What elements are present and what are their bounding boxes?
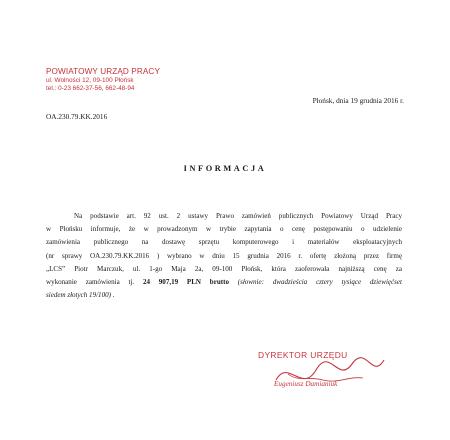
body-line-3: zamówienia publicznego na dostawę sprzętu komputerowego i materiałów eksploatacyjnych xyxy=(46,238,402,247)
place-and-date: Płońsk, dnia 19 grudnia 2016 r. xyxy=(312,96,404,105)
body-line-7-end: . xyxy=(110,291,115,300)
amount-in-words: (słownie: dwadzieścia cztery tysiące dziewięćset xyxy=(228,278,402,287)
director-name-stamp: Eugeniusz Damianiuk xyxy=(274,380,338,388)
body-line-5: „LCS” Piotr Marczuk, ul. 1-go Maja 2a, 09-100 Płońsk, która zaoferowała najniższą cenę za xyxy=(46,264,402,273)
office-stamp xyxy=(46,68,160,94)
stamp-address: ul. Wolności 12, 09-100 Płońsk xyxy=(46,76,134,84)
case-reference: OA.230.79.KK.2016 xyxy=(46,112,108,121)
body-line-6 xyxy=(46,276,402,289)
document-body xyxy=(46,210,402,302)
contract-amount: 24 907,19 PLN brutto xyxy=(142,278,229,287)
body-line-6-start: wykonanie zamówienia tj. xyxy=(46,278,143,287)
stamp-phone: tel.: 0-23 662-37-56, 662-48-94 xyxy=(46,85,135,92)
body-line-1: Na podstawie art. 92 ust. 2 ustawy Prawo zamówień publicznych Powiatowy Urząd Pracy xyxy=(74,212,402,220)
body-line-2: w Płońsku informuje, że w prowadzonym w trybie zapytania o cenę postępowaniu o udzielenie xyxy=(46,225,402,234)
body-line-4: (nr sprawy OA.230.79.KK.2016 ) wybrano w dniu 15 grudnia 2016 r. ofertę złożoną przez firmę xyxy=(46,251,402,260)
amount-in-words-end: siedem złotych 19/100) xyxy=(46,291,111,300)
document-heading: INFORMACJA xyxy=(183,164,267,173)
director-title-stamp: DYREKTOR URZĘDU xyxy=(258,350,348,360)
body-line-7 xyxy=(46,289,402,302)
director-signature-block xyxy=(258,350,348,388)
stamp-office-name: POWIATOWY URZĄD PRACY xyxy=(46,67,161,76)
